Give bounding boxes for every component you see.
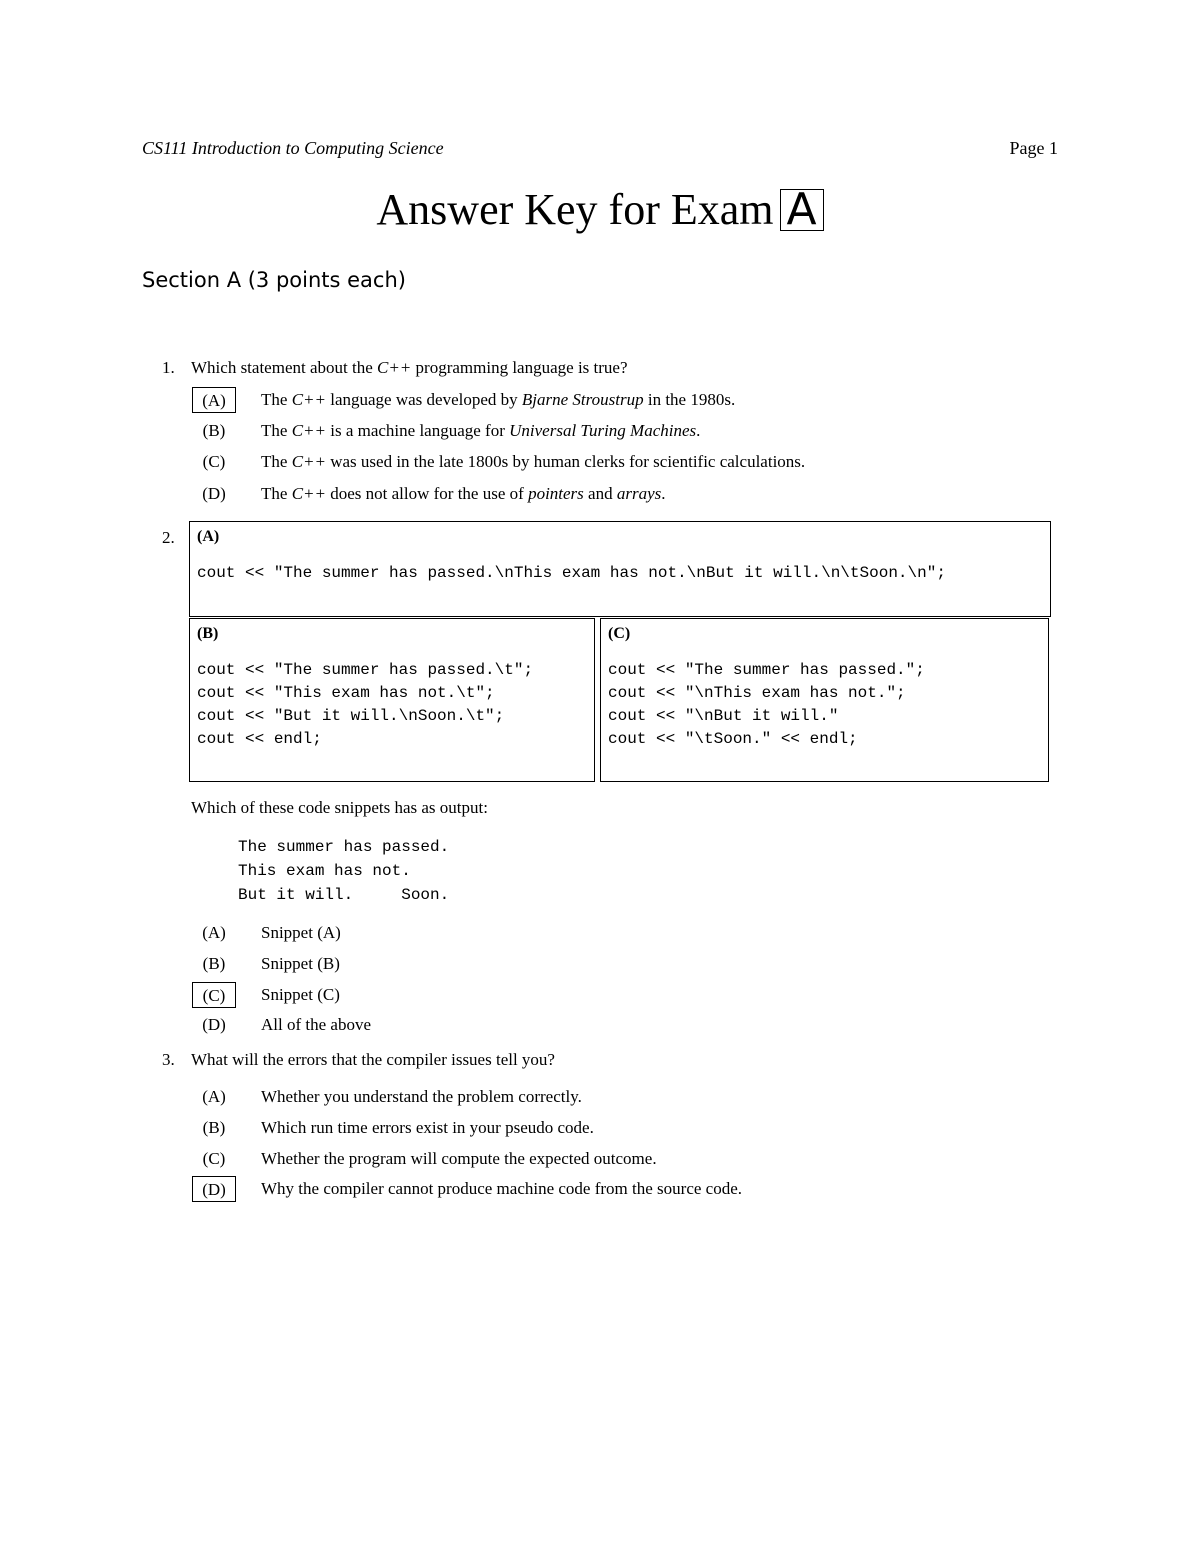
q3-option-c-text: Whether the program will compute the expected outcome. [261,1149,657,1168]
q1-option-d-text: The C++ does not allow for the use of pointers and arrays. [261,484,666,503]
q2-option-d-text: All of the above [261,1015,371,1034]
q1-option-b-label: (B) [202,421,226,440]
page-title [0,184,1200,235]
snippet-c-title: (C) [608,625,631,642]
question-1-stem-language: C++ [377,358,412,377]
q2-option-a-label: (A) [202,923,226,942]
exam-version-badge: A [780,189,824,231]
snippet-b-box [189,618,595,782]
q2-option-d-label: (D) [202,1015,226,1034]
q2-option-c-label: (C) [192,982,236,1008]
q3-option-c-label: (C) [202,1149,226,1168]
snippet-c-code: cout << "The summer has passed."; cout << "\nThis exam has not."; cout << "\nBut it will." cout << "\tSoon." << endl; [608,661,925,748]
question-1-stem [191,358,628,378]
q3-option-a-label: (A) [202,1087,226,1106]
q1-option-c-label: (C) [202,452,226,471]
section-heading: Section A (3 points each) [142,268,406,292]
q3-option-b-label: (B) [202,1118,226,1137]
question-3-stem: What will the errors that the compiler issues tell you? [191,1050,555,1069]
question-2-prompt: Which of these code snippets has as output: [191,798,488,817]
snippet-a-code: cout << "The summer has passed.\nThis exam has not.\nBut it will.\n\tSoon.\n"; [197,564,946,582]
q3-option-a-text: Whether you understand the problem correctly. [261,1087,582,1106]
course-header: CS111 Introduction to Computing Science [142,138,444,158]
q1-option-c-text: The C++ was used in the late 1800s by human clerks for scientific calculations. [261,452,806,471]
page-title-text: Answer Key for Exam [376,185,774,234]
q2-option-a-text: Snippet (A) [261,923,341,942]
question-2-number: 2. [162,528,175,547]
q2-option-b-label: (B) [202,954,226,973]
q2-option-b-text: Snippet (B) [261,954,340,973]
q1-option-d-label: (D) [202,484,226,503]
q1-option-a-label: (A) [192,387,236,413]
q3-option-d-text: Why the compiler cannot produce machine code from the source code. [261,1179,742,1198]
question-2-expected-output: The summer has passed. This exam has not. But it will. Soon. [238,838,450,904]
question-1-stem-part: programming language is true? [411,358,628,377]
snippet-a-box [189,521,1051,617]
question-1-stem-part: Which statement about the [191,358,377,377]
page-number: Page 1 [1009,138,1058,158]
snippet-c-box [600,618,1049,782]
q1-option-a-text: The C++ language was developed by Bjarne Stroustrup in the 1980s. [261,390,736,409]
q1-option-b-text: The C++ is a machine language for Universal Turing Machines. [261,421,701,440]
q3-option-b-text: Which run time errors exist in your pseudo code. [261,1118,594,1137]
snippet-a-title: (A) [197,528,220,545]
snippet-b-code: cout << "The summer has passed.\t"; cout << "This exam has not.\t"; cout << "But it will.\nSoon.\t"; cout << endl; [197,661,534,748]
question-3-number: 3. [162,1050,175,1069]
q2-option-c-text: Snippet (C) [261,985,340,1004]
snippet-b-title: (B) [197,625,219,642]
question-1-number: 1. [162,358,175,377]
q3-option-d-label: (D) [192,1176,236,1202]
